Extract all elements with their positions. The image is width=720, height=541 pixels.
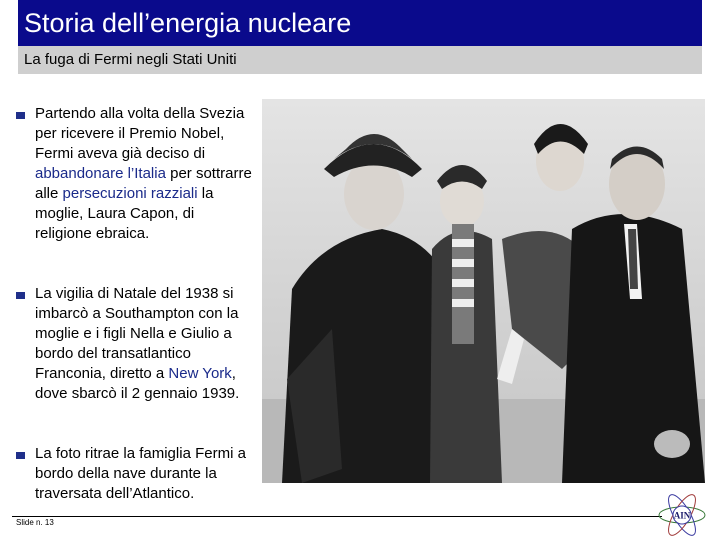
bullet-1-text-end: la moglie, Laura Capon, di religione ebraica. xyxy=(35,185,214,242)
slide-subtitle: La fuga di Fermi negli Stati Uniti xyxy=(18,46,702,74)
footer-divider xyxy=(12,516,662,517)
svg-text:AIN: AIN xyxy=(673,510,691,521)
bullet-1-highlight-persecutions: persecuzioni razziali xyxy=(62,185,198,202)
bullet-item-2 xyxy=(16,284,252,404)
fermi-family-photo xyxy=(262,99,705,483)
bullet-item-1 xyxy=(16,104,252,244)
bullet-marker-icon xyxy=(16,292,25,299)
bullet-1-text: Partendo alla volta della Svezia per ricevere il Premio Nobel, Fermi aveva già deciso di xyxy=(35,105,245,162)
bullet-1-text-mid: per sottrarre alle xyxy=(35,165,252,202)
slide-title: Storia dell’energia nucleare xyxy=(18,0,702,46)
ain-logo xyxy=(656,494,708,536)
bullet-1-highlight-italy: abbandonare l’Italia xyxy=(35,165,166,182)
slide-number: Slide n. 13 xyxy=(16,518,54,527)
bullet-2-highlight-new-york: New York xyxy=(168,365,232,382)
bullet-marker-icon xyxy=(16,112,25,119)
bullet-3-text: La foto ritrae la famiglia Fermi a bordo della nave durante la traversata dell’Atlantico. xyxy=(35,445,246,502)
bullet-2-text: La vigilia di Natale del 1938 si imbarcò a Southampton con la moglie e i figli Nella e Giulio a bordo del transatlantico Franconia, diretto a xyxy=(35,285,239,382)
bullet-item-3 xyxy=(16,444,252,504)
bullet-marker-icon xyxy=(16,452,25,459)
bullet-2-text-end: , dove sbarcò il 2 gennaio 1939. xyxy=(35,365,240,402)
